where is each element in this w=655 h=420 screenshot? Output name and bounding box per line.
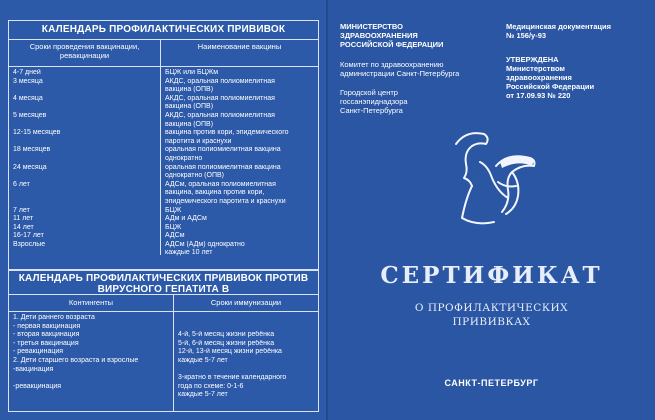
- medical-figure-emblem-icon: [436, 122, 546, 232]
- contingents-column: [9, 312, 174, 412]
- table-row-vaccine: АДСм, оральная полиомиелитная: [165, 180, 276, 188]
- table-row-vaccine: АКДС, оральная полиомиелитная: [165, 94, 275, 102]
- immunization-term-row: 4-й, 5-й месяц жизни ребёнка: [178, 331, 275, 339]
- immunization-terms-column: [174, 312, 318, 412]
- vaccination-calendar-table: [8, 20, 319, 270]
- table-row-term: [13, 249, 156, 258]
- contingent-row: - первая вакцинация: [13, 322, 81, 330]
- table-row-term: [13, 155, 156, 164]
- approved-line: от 17.09.93 № 220: [506, 91, 571, 100]
- table-row-vaccine: каждые 10 лет: [165, 249, 213, 257]
- table-row-vaccine: АДм и АДСм: [165, 215, 207, 223]
- table-row-vaccine: вакцина против кори, эпидемического: [165, 129, 289, 137]
- subtitle-line1: О ПРОФИЛАКТИЧЕСКИХ: [414, 302, 569, 314]
- table-row-vaccine: АДСм (АДм) однократно: [165, 240, 245, 248]
- table-row-term: Взрослые: [13, 240, 46, 248]
- ministry-heading: [340, 22, 490, 49]
- table-row-vaccine: БЦЖ: [165, 223, 182, 231]
- table-row-vaccine: вакцина (ОПВ): [165, 86, 214, 94]
- subtitle-line2: ПРИВИВКАХ: [452, 316, 531, 328]
- table-row-term: [13, 103, 156, 112]
- center-line: Городской центр: [340, 88, 398, 97]
- immunization-term-row: 12-й, 13-й месяц жизни ребёнка: [178, 348, 282, 356]
- table-row-vaccine: однократно: [165, 154, 203, 162]
- term-column-header: Сроки проведения вакцинации, ревакцинации: [9, 40, 161, 66]
- committee-heading: [340, 60, 490, 78]
- contingent-row: 1. Дети раннего возраста: [13, 314, 95, 321]
- table-row-term: 11 лет: [13, 215, 34, 223]
- center-line: Санкт-Петербурга: [340, 106, 403, 115]
- table-row-term: 14 лет: [13, 223, 34, 231]
- sanitary-center-heading: [340, 88, 490, 115]
- ministry-line: МИНИСТЕРСТВО: [340, 22, 403, 31]
- table-row-vaccine: АКДС, оральная полиомиелитная: [165, 77, 275, 85]
- approval-block: [506, 55, 651, 100]
- center-line: госсанэпиднадзора: [340, 97, 408, 106]
- hepatitis-title-line2: ВИРУСНОГО ГЕПАТИТА В: [97, 284, 230, 295]
- contingent-row: -ревакцинация: [13, 382, 62, 390]
- table-row-vaccine: оральная полиомиелитная вакцина: [165, 146, 281, 154]
- table-row-vaccine: паротита и краснухи: [165, 137, 232, 145]
- table-row-vaccine: оральная полиомиелитная вакцина: [165, 163, 281, 171]
- contingent-row: -вакцинация: [13, 365, 54, 373]
- table-row-vaccine: однократно (ОПВ): [165, 172, 224, 180]
- vaccine-column: [161, 67, 318, 255]
- table-row-vaccine: АКДС, оральная полиомиелитная: [165, 111, 275, 119]
- certificate-subtitle: [328, 301, 655, 329]
- approved-line: Российской Федерации: [506, 82, 595, 91]
- table-row-term: [13, 121, 156, 130]
- contingent-row: - вторая вакцинация: [13, 331, 80, 339]
- contingent-row: [13, 374, 169, 383]
- certificate-title: СЕРТИФИКАТ: [380, 262, 603, 289]
- table-row-term: 7 лет: [13, 206, 30, 214]
- committee-line: администрации Санкт-Петербурга: [340, 69, 460, 78]
- term-column: [9, 67, 161, 255]
- ministry-line: ЗДРАВООХРАНЕНИЯ: [340, 31, 418, 40]
- table-row-term: 3 месяца: [13, 77, 43, 85]
- contingent-row: 2. Дети старшего возраста и взрослые: [13, 356, 139, 364]
- vaccination-calendar-header: [9, 40, 318, 67]
- table-row-term: [13, 86, 156, 95]
- immunization-term-row: [178, 323, 314, 332]
- table-row-vaccine: БЦЖ или БЦЖм: [165, 69, 219, 76]
- approved-label: УТВЕРЖДЕНА: [506, 55, 559, 64]
- vaccination-calendar-body: [9, 67, 318, 255]
- immunization-term-row: 3-кратно в течение календарного: [178, 374, 287, 382]
- docinfo-line: № 156/у-93: [506, 31, 547, 40]
- table-row-vaccine: БЦЖ: [165, 206, 182, 214]
- table-row-term: [13, 172, 156, 181]
- city-name: САНКТ-ПЕТЕРБУРГ: [444, 378, 539, 388]
- table-row-term: 18 месяцев: [13, 146, 51, 154]
- hepatitis-b-calendar-table: [8, 270, 319, 412]
- immunization-term-row: 5-й, 6-й месяц жизни ребёнка: [178, 339, 275, 347]
- right-page: [328, 0, 655, 420]
- table-row-vaccine: вакцина, вакцина против кори,: [165, 189, 265, 197]
- table-row-term: 12-15 месяцев: [13, 129, 61, 137]
- table-row-term: 5 месяцев: [13, 111, 47, 119]
- approved-details: [506, 64, 651, 100]
- document-info: [506, 22, 651, 40]
- committee-line: Комитет по здравоохранению: [340, 60, 444, 69]
- table-row-term: [13, 189, 156, 198]
- immunization-term-row: [178, 366, 314, 375]
- immunization-term-row: каждые 5-7 лет: [178, 391, 228, 399]
- hepatitis-b-calendar-header: [9, 295, 318, 312]
- hepatitis-b-calendar-body: [9, 312, 318, 412]
- contingent-row: - третья вакцинация: [13, 339, 79, 347]
- approved-line: здравоохранения: [506, 73, 572, 82]
- table-row-vaccine: вакцина (ОПВ): [165, 103, 214, 111]
- contingents-column-header: Контингенты: [9, 295, 174, 311]
- contingent-row: - ревакцинация: [13, 348, 64, 356]
- table-row-vaccine: эпидемического паротита и краснухи: [165, 197, 286, 205]
- immunization-terms-column-header: Сроки иммунизации: [210, 298, 282, 307]
- hepatitis-title-line1: КАЛЕНДАРЬ ПРОФИЛАКТИЧЕСКИХ ПРИВИВОК ПРОТИВ: [18, 273, 309, 284]
- table-row-term: 6 лет: [13, 180, 30, 188]
- table-row-term: [13, 138, 156, 147]
- table-row-term: 16-17 лет: [13, 232, 44, 240]
- approved-line: Министерством: [506, 64, 565, 73]
- table-row-term: 4 месяца: [13, 94, 43, 102]
- immunization-term-row: каждые 5-7 лет: [178, 356, 228, 364]
- vaccine-column-header: Наименование вакцины: [197, 42, 282, 51]
- table-row-term: 4-7 дней: [13, 69, 41, 76]
- hepatitis-b-calendar-title: [9, 271, 318, 295]
- immunization-term-row: [178, 314, 314, 323]
- left-page: [0, 0, 326, 420]
- table-row-vaccine: вакцина (ОПВ): [165, 120, 214, 128]
- ministry-line: РОССИЙСКОЙ ФЕДЕРАЦИИ: [340, 40, 444, 49]
- table-row-vaccine: АДСм: [165, 232, 185, 240]
- immunization-term-row: года по схеме: 0-1-6: [178, 382, 244, 390]
- table-row-term: 24 месяца: [13, 163, 47, 171]
- table-row-term: [13, 198, 156, 207]
- docinfo-line: Медицинская документация: [506, 22, 611, 31]
- vaccination-calendar-title: КАЛЕНДАРЬ ПРОФИЛАКТИЧЕСКИХ ПРИВИВОК: [9, 21, 318, 40]
